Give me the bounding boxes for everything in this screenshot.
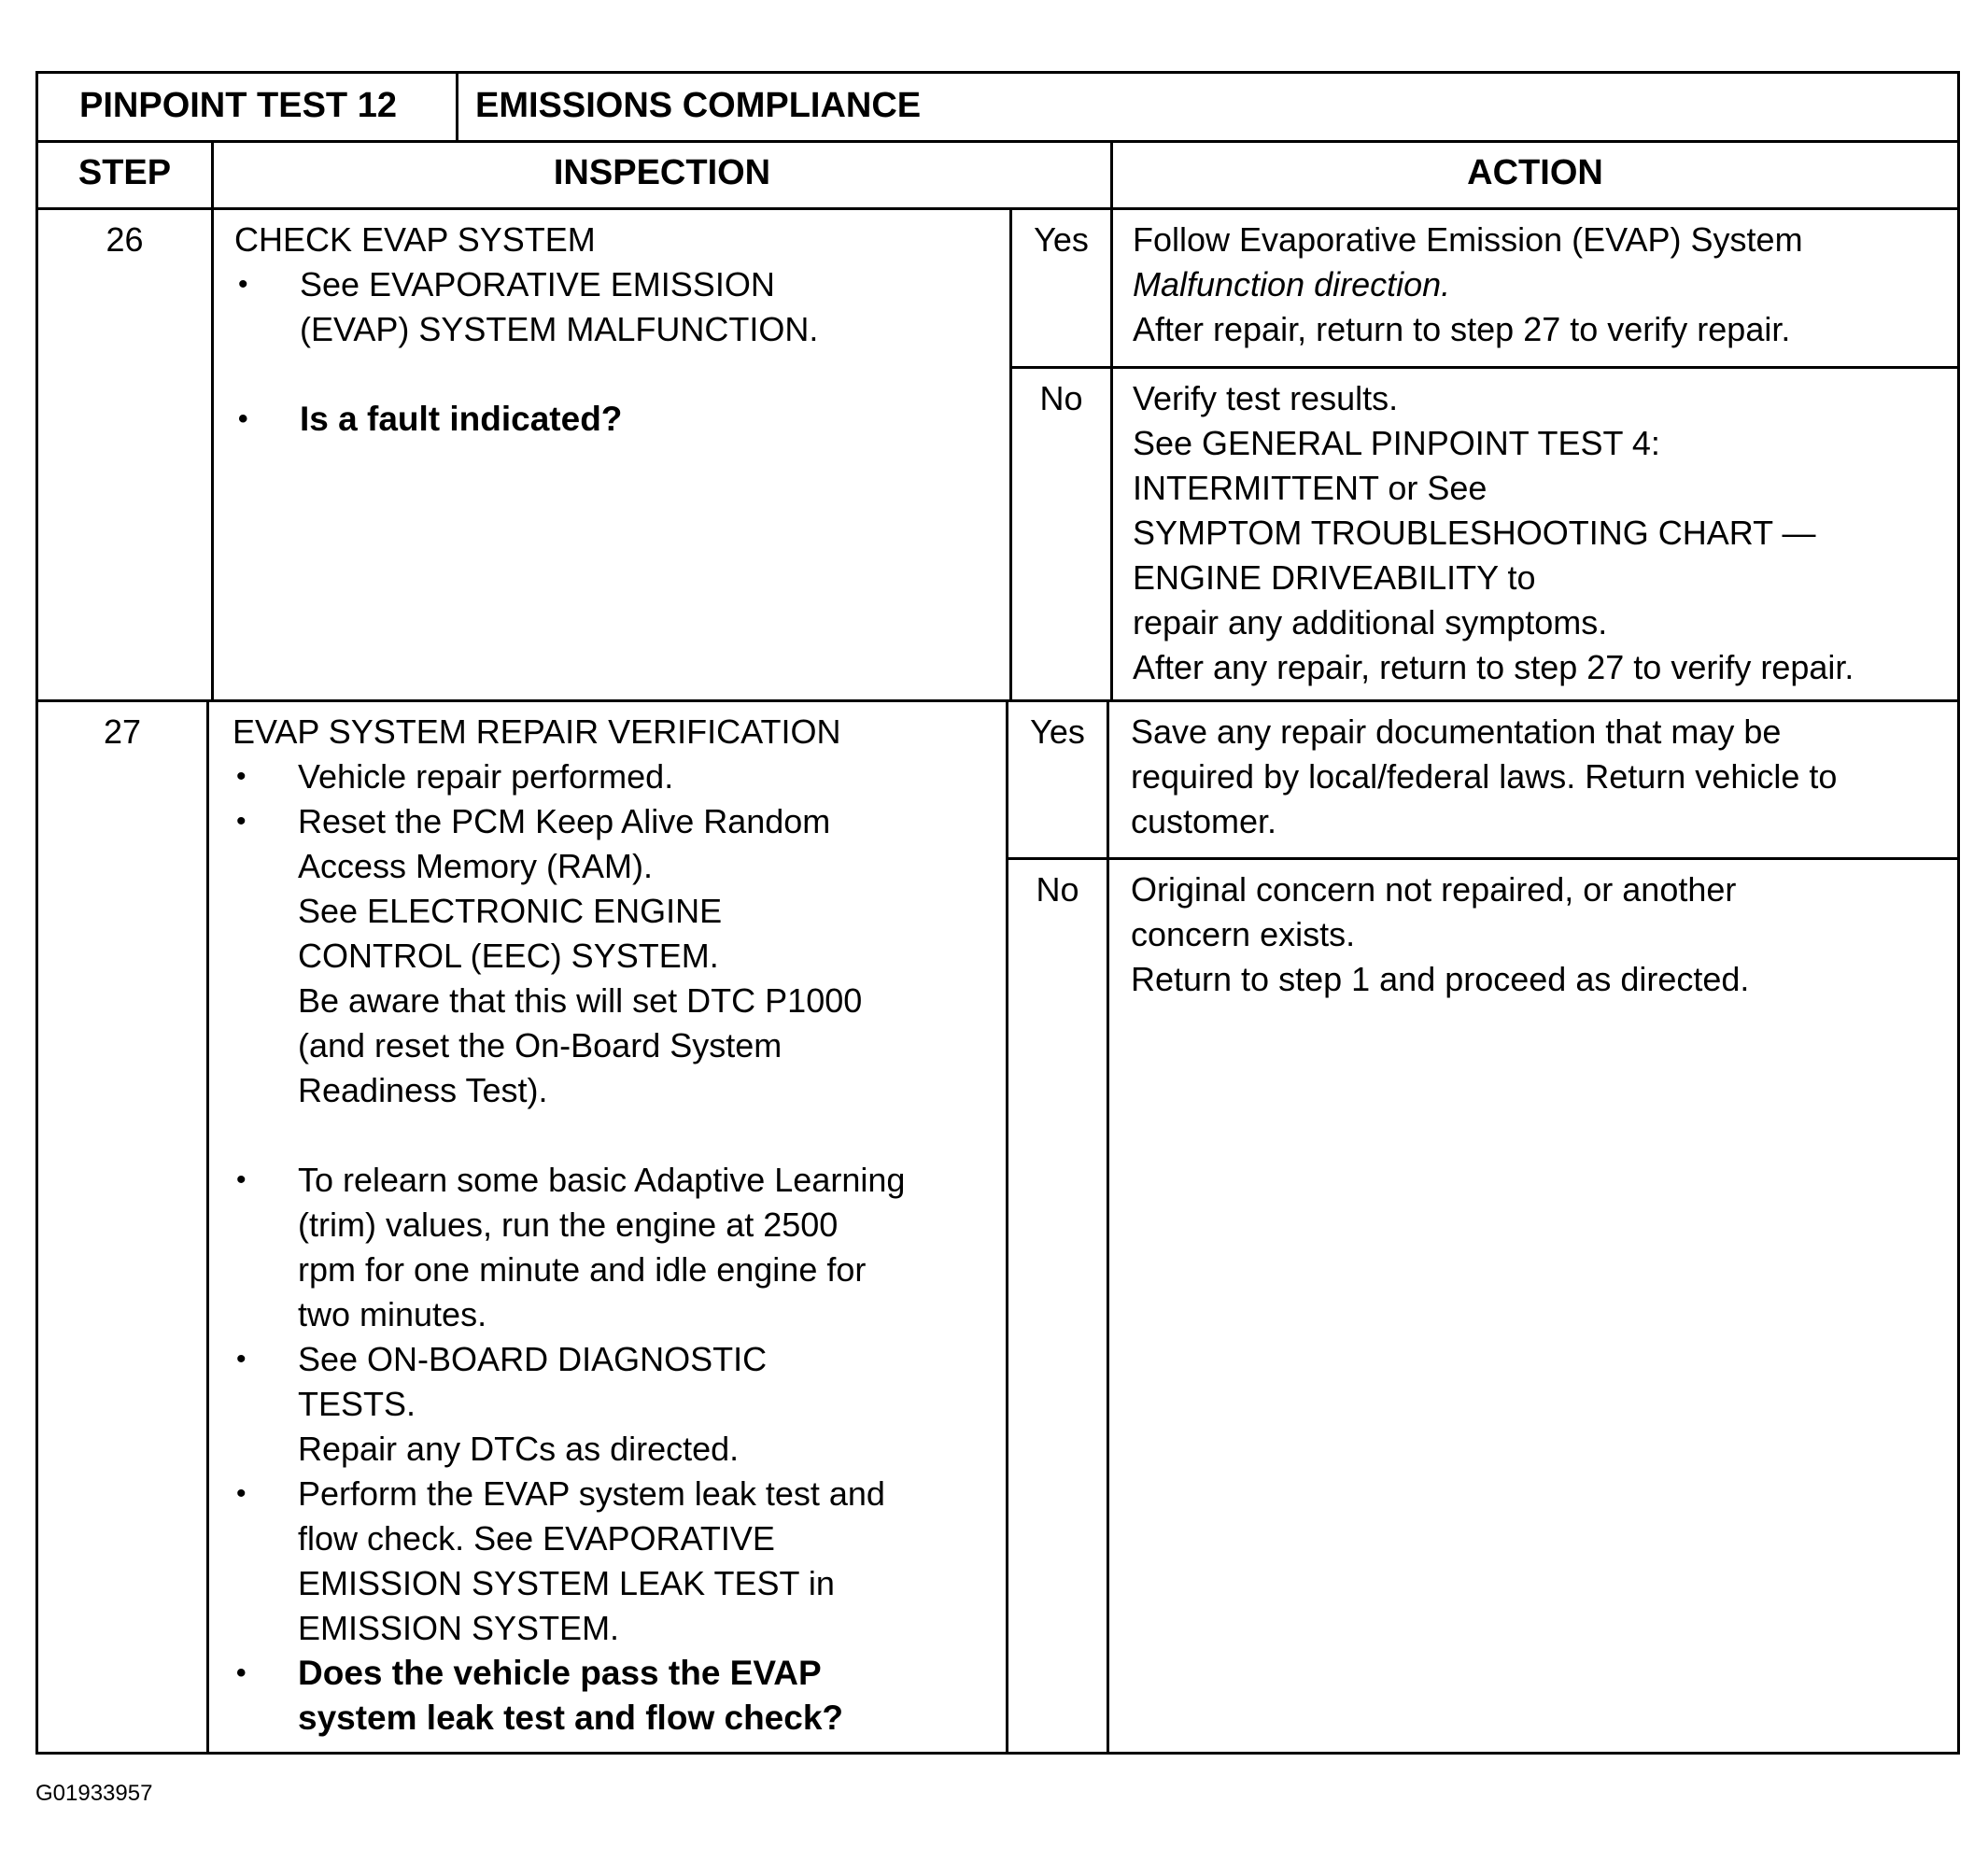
action-line: Malfunction direction. [1133, 265, 1451, 303]
item-line: • To relearn some basic Adaptive Learning [298, 1161, 906, 1199]
step-col-divider [211, 140, 214, 699]
action-col-divider-lower [1107, 699, 1109, 1752]
step-col-divider-lower [206, 699, 209, 1752]
action-line: Return to step 1 and proceed as directed. [1131, 960, 1750, 998]
item-line: two minutes. [298, 1295, 487, 1333]
list-item [233, 1337, 1003, 1472]
title-divider [456, 74, 458, 140]
item-line: TESTS. [298, 1385, 416, 1423]
action-line: After any repair, return to step 27 to verify repair. [1133, 648, 1854, 686]
list-item-question [234, 397, 1000, 442]
action-line: After repair, return to step 27 to verify repair. [1133, 310, 1791, 348]
item-line: • Reset the PCM Keep Alive Random [298, 802, 831, 840]
item-line: flow check. See EVAPORATIVE [298, 1519, 775, 1558]
action-line: Follow Evaporative Emission (EVAP) System [1133, 220, 1803, 259]
action-line: ENGINE DRIVEABILITY to [1133, 558, 1536, 597]
yes-action [1131, 710, 1954, 844]
item-line: See ELECTRONIC ENGINE [298, 892, 723, 930]
action-line: Save any repair documentation that may be [1131, 712, 1782, 751]
item-line: Access Memory (RAM). [298, 847, 654, 885]
list-item [234, 262, 1000, 352]
step-number: 26 [106, 220, 144, 259]
list-item [233, 799, 1003, 1113]
item-line: EMISSION SYSTEM LEAK TEST in [298, 1564, 835, 1602]
action-line: concern exists. [1131, 915, 1356, 953]
column-header-inspection: INSPECTION [553, 153, 771, 192]
item-line: (and reset the On-Board System [298, 1026, 783, 1064]
list-item [233, 1158, 1003, 1337]
item-line: Readiness Test). [298, 1071, 548, 1109]
inspection-list [234, 262, 1000, 442]
action-line: customer. [1131, 802, 1277, 840]
yes-action [1133, 218, 1954, 352]
step26-yes-no-divider [1009, 366, 1957, 369]
pinpoint-test-table [35, 71, 1960, 1755]
column-header-action: ACTION [1467, 153, 1603, 192]
item-line: rpm for one minute and idle engine for [298, 1250, 867, 1289]
step-title: EVAP SYSTEM REPAIR VERIFICATION [233, 712, 841, 751]
action-line: Original concern not repaired, or another [1131, 870, 1737, 909]
inspection-list [233, 754, 1003, 1741]
step27-yes-no-divider [1006, 857, 1957, 860]
item-line: (trim) values, run the engine at 2500 [298, 1205, 839, 1244]
item-line: • Vehicle repair performed. [298, 757, 674, 796]
action-line: See GENERAL PINPOINT TEST 4: [1133, 424, 1660, 462]
action-line: INTERMITTENT or See [1133, 469, 1487, 507]
step-number: 27 [103, 712, 142, 751]
yes-label: Yes [1030, 712, 1085, 751]
test-label: PINPOINT TEST 12 [79, 86, 397, 125]
item-line: • Perform the EVAP system leak test and [298, 1474, 885, 1513]
item-line: system leak test and flow check? [298, 1699, 844, 1737]
action-line: repair any additional symptoms. [1133, 603, 1608, 641]
no-label: No [1039, 379, 1083, 417]
yes-label: Yes [1034, 220, 1089, 259]
item-line: Be aware that this will set DTC P1000 [298, 981, 863, 1020]
list-item [233, 754, 1003, 799]
action-line: required by local/federal laws. Return vehicle to [1131, 757, 1838, 796]
list-item [233, 1472, 1003, 1651]
column-header-divider [38, 207, 1957, 210]
header-divider [38, 140, 1957, 143]
step-title: CHECK EVAP SYSTEM [234, 220, 596, 259]
no-action [1133, 376, 1954, 690]
action-line: SYMPTOM TROUBLESHOOTING CHART — [1133, 514, 1816, 552]
no-action [1131, 867, 1954, 1002]
item-line: • Is a fault indicated? [300, 400, 623, 438]
action-line: Verify test results. [1133, 379, 1399, 417]
column-header-step: STEP [78, 153, 172, 192]
step-inspection [233, 710, 1003, 1741]
action-col-divider [1110, 140, 1113, 699]
item-line: • Does the vehicle pass the EVAP [298, 1654, 822, 1692]
figure-code: G01933957 [35, 1781, 153, 1806]
yesno-col-divider [1009, 207, 1012, 699]
item-line: CONTROL (EEC) SYSTEM. [298, 937, 719, 975]
no-label: No [1036, 870, 1079, 909]
step-divider [38, 699, 1957, 702]
item-line: (EVAP) SYSTEM MALFUNCTION. [300, 310, 819, 348]
yesno-col-divider-lower [1006, 699, 1008, 1752]
list-item-question [233, 1651, 1003, 1741]
test-title: EMISSIONS COMPLIANCE [475, 86, 922, 125]
step-inspection [234, 218, 1000, 442]
item-line: • See EVAPORATIVE EMISSION [300, 265, 775, 303]
item-line: EMISSION SYSTEM. [298, 1609, 620, 1647]
item-line: • See ON-BOARD DIAGNOSTIC [298, 1340, 768, 1378]
item-line: Repair any DTCs as directed. [298, 1430, 740, 1468]
